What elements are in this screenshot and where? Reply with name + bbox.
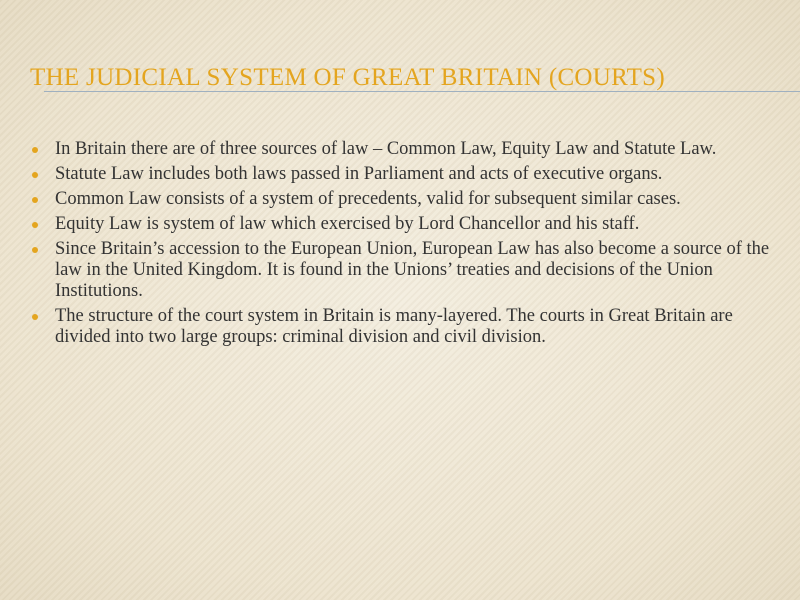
bullet-dot-icon	[32, 197, 38, 203]
bullet-item	[30, 239, 782, 302]
bullet-item	[30, 189, 782, 210]
bullet-item	[30, 164, 782, 185]
bullet-item	[30, 306, 782, 348]
bullet-dot-icon	[32, 314, 38, 320]
bullet-text: In Britain there are of three sources of law – Common Law, Equity Law and Statute Law.	[55, 139, 717, 159]
bullet-list	[30, 139, 782, 352]
title-underline	[44, 91, 800, 92]
bullet-text: The structure of the court system in Britain is many-layered. The courts in Great Britain are divided into two large groups: criminal division and civil division.	[55, 306, 733, 347]
bullet-dot-icon	[32, 172, 38, 178]
bullet-dot-icon	[32, 247, 38, 253]
bullet-dot-icon	[32, 147, 38, 153]
bullet-item	[30, 214, 782, 235]
bullet-text: Common Law consists of a system of precedents, valid for subsequent similar cases.	[55, 189, 681, 209]
bullet-dot-icon	[32, 222, 38, 228]
slide-title: THE JUDICIAL SYSTEM OF GREAT BRITAIN (COURTS)	[30, 64, 666, 91]
bullet-item	[30, 139, 782, 160]
bullet-text: Equity Law is system of law which exercised by Lord Chancellor and his staff.	[55, 214, 640, 234]
bullet-text: Statute Law includes both laws passed in Parliament and acts of executive organs.	[55, 164, 663, 184]
bullet-text: Since Britain’s accession to the European Union, European Law has also become a source of the law in the United Kingdom. It is found in the Unions’ treaties and decisions of the Union Institutions.	[55, 239, 770, 301]
